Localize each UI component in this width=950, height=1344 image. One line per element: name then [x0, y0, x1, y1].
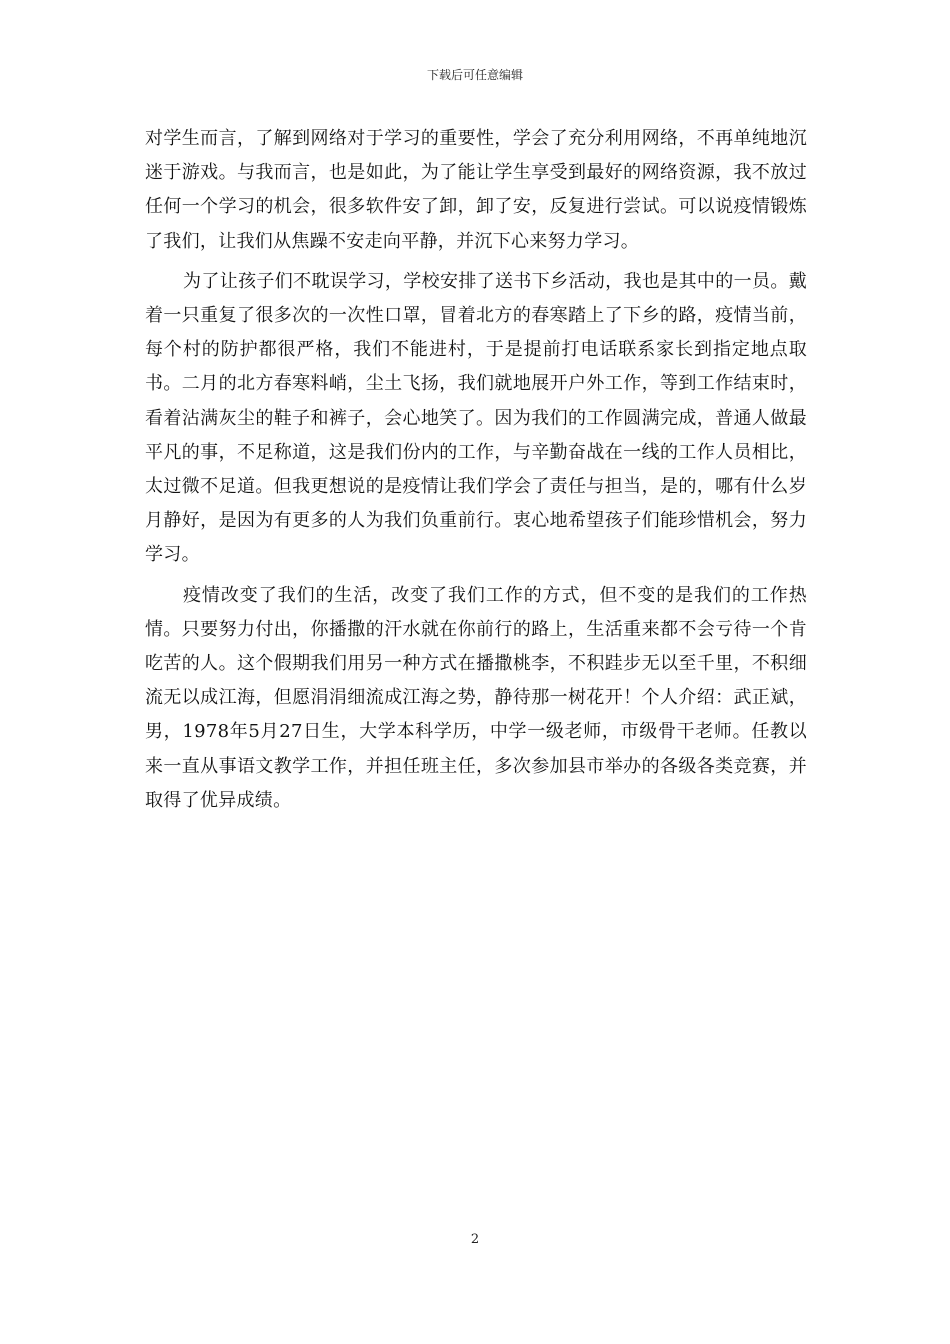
page-number: 2 [470, 1232, 480, 1247]
paragraph-continuation: 对学生而言，了解到网络对于学习的重要性，学会了充分利用网络，不再单纯地沉迷于游戏。与我而言，也是如此，为了能让学生享受到最好的网络资源，我不放过任何一个学习的机会，很多软件安了卸，卸了安，反复进行尝试。可以说疫情锻炼了我们，让我们从焦躁不安走向平静，并沉下心来努力学习。 [145, 128, 807, 252]
document-body [145, 122, 807, 824]
page-header: 下载后可任意编辑 [426, 68, 523, 82]
paragraph-book-delivery: 为了让孩子们不耽误学习，学校安排了送书下乡活动，我也是其中的一员。戴着一只重复了很多次的一次性口罩，冒着北方的春寒踏上了下乡的路，疫情当前，每个村的防护都很严格，我们不能进村，于是提前打电话联系家长到指定地点取书。二月的北方春寒料峭，尘土飞扬，我们就地展开户外工作，等到工作结束时，看着沾满灰尘的鞋子和裤子，会心地笑了。因为我们的工作圆满完成，普通人做最平凡的事，不足称道，这是我们份内的工作，与辛勤奋战在一线的工作人员相比，太过微不足道。但我更想说的是疫情让我们学会了责任与担当，是的，哪有什么岁月静好，是因为有更多的人为我们负重前行。衷心地希望孩子们能珍惜机会，努力学习。 [145, 270, 807, 566]
paragraph-conclusion-bio: 疫情改变了我们的生活，改变了我们工作的方式，但不变的是我们的工作热情。只要努力付出，你播撒的汗水就在你前行的路上，生活重来都不会亏待一个肯吃苦的人。这个假期我们用另一种方式在播撒桃李，不积跬步无以至千里，不积细流无以成江海，但愿涓涓细流成江海之势，静待那一树花开！个人介绍：武正斌，男，1978年5月27日生，大学本科学历，中学一级老师，市级骨干老师。任教以来一直从事语文教学工作，并担任班主任，多次参加县市举办的各级各类竞赛，并取得了优异成绩。 [145, 584, 807, 811]
